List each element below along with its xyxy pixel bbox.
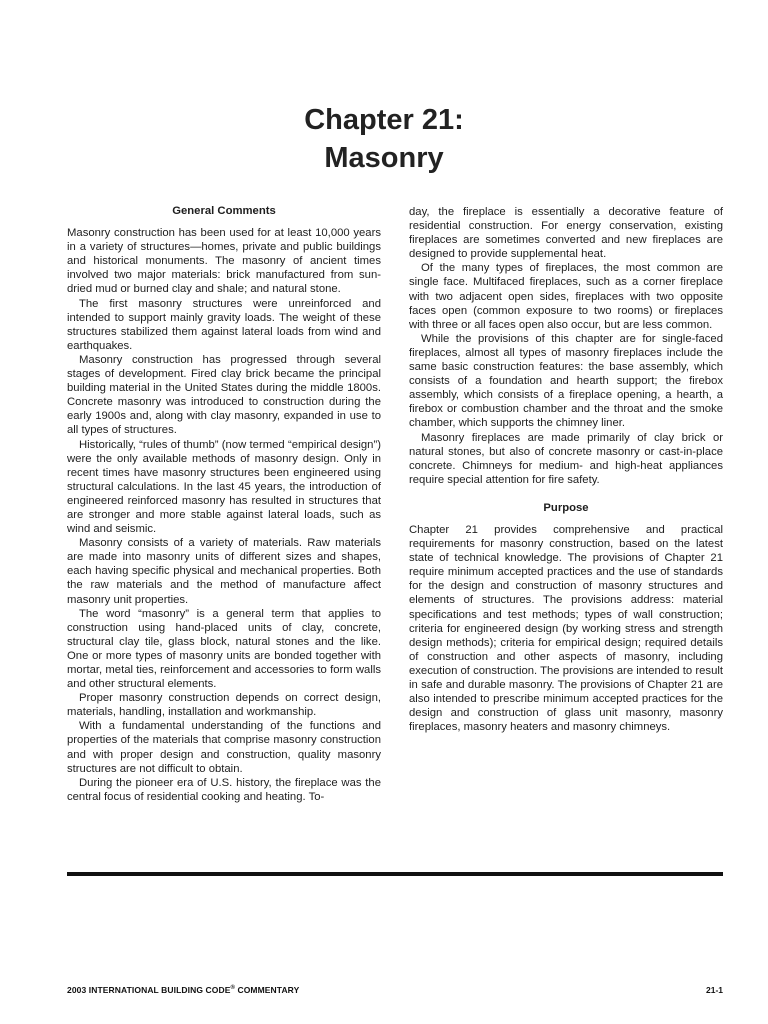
running-footer <box>67 985 299 995</box>
paragraph: The first masonry structures were unreinforced and intended to support mainly gravity loads. The weight of these structures stabilized them against lateral loads from wind and earthquakes. <box>67 297 381 352</box>
paragraph: While the provisions of this chapter are for single-faced fireplaces, almost all types of masonry fireplaces include the same basic construction features: the base assembly, which consists of a foundation and hearth support; the firebox assembly, which consists of a fireplace opening, a hearth, a firebox or combustion chamber and the throat and the smoke chamber, which supports the chimney liner. <box>409 332 723 430</box>
purpose-paragraph: Chapter 21 provides comprehensive and practical requirements for masonry construction, based on the latest state of technical knowledge. The provisions of Chapter 21 require minimum accepted practices and the use of standards for the design and construction of masonry structures and elements of structures. The provisions address: material specifications and test methods; types of wall construction; criteria for engineered design (by working stress and strength design methods); criteria for empirical design; required details of construction and other aspects of masonry, including execution of construction. The provisions are intended to result in safe and durable masonry. The provisions of Chapter 21 are also intended to prescribe minimum accepted practices for the design and construction of glass unit masonry, masonry fireplaces, masonry heaters and masonry chimneys. <box>409 523 723 734</box>
paragraph: Masonry construction has progressed through several stages of development. Fired clay brick became the principal building material in the United States during the middle 1800s. Concrete masonry was introduced to construction during the early 1900s and, along with clay masonry, expanded in use to all types of structures. <box>67 353 381 437</box>
registered-mark: ® <box>230 985 235 992</box>
paragraph: day, the fireplace is essentially a decorative feature of residential construction. For energy conservation, existing fireplaces are sometimes converted and new fireplaces are designed to provide supplemental heat. <box>409 206 723 261</box>
general-comments-heading: General Comments <box>172 205 276 217</box>
paragraph: Of the many types of fireplaces, the most common are single face. Multifaced fireplaces, such as a corner fireplace with two adjacent open sides, fireplaces with two opposite faces open (common exposure to two rooms) or fireplaces with three or all faces open also occur, but are less common. <box>409 262 723 331</box>
chapter-title-number: Chapter 21: <box>304 104 464 136</box>
chapter-title-name: Masonry <box>324 142 444 174</box>
paragraph: Masonry consists of a variety of materials. Raw materials are made into masonry units of different sizes and shapes, each having specific physical and mechanical properties. Both the raw materials and the method of manufacture affect masonry unit properties. <box>67 537 381 606</box>
page-number: 21-1 <box>705 985 723 995</box>
paragraph: Proper masonry construction depends on correct design, materials, handling, installation and workmanship. <box>67 692 381 719</box>
right-column <box>409 205 723 734</box>
footer-title-tail: COMMENTARY <box>235 985 300 995</box>
paragraph: Historically, “rules of thumb” (now termed “empirical design”) were the only available methods of masonry design. Only in recent times have masonry structures been engineered using structural calculations. In the last 45 years, the introduction of engineered reinforced masonry has resulted in structures that are stronger and more stable against lateral loads, such as wind and seismic. <box>67 438 381 536</box>
left-column <box>67 203 381 804</box>
paragraph: During the pioneer era of U.S. history, the fireplace was the central focus of residential cooking and heating. To- <box>67 776 381 803</box>
footer-divider <box>67 872 723 876</box>
footer-title: 2003 INTERNATIONAL BUILDING CODE <box>67 985 231 995</box>
purpose-heading: Purpose <box>543 501 589 514</box>
paragraph: Masonry construction has been used for at least 10,000 years in a variety of structures—homes, private and public buildings and historical monuments. The masonry of ancient times involved two major materials: brick manufactured from sun-dried mud or burned clay and shale; and natural stone. <box>67 227 381 296</box>
chapter-title <box>0 101 768 177</box>
paragraph: With a fundamental understanding of the functions and properties of the materials that comprise masonry construction and with proper design and construction, quality masonry structures are not difficult to obtain. <box>67 720 381 775</box>
paragraph: Masonry fireplaces are made primarily of clay brick or natural stones, but also of concrete masonry or cast-in-place concrete. Chimneys for medium- and high-heat appliances require special attention for fire safety. <box>409 431 723 486</box>
paragraph: The word “masonry” is a general term that applies to construction using hand-placed units of clay, concrete, structural clay tile, glass block, natural stones and the like. One or more types of masonry units are bonded together with mortar, metal ties, reinforcement and accessories to form walls and other structural elements. <box>67 607 381 691</box>
